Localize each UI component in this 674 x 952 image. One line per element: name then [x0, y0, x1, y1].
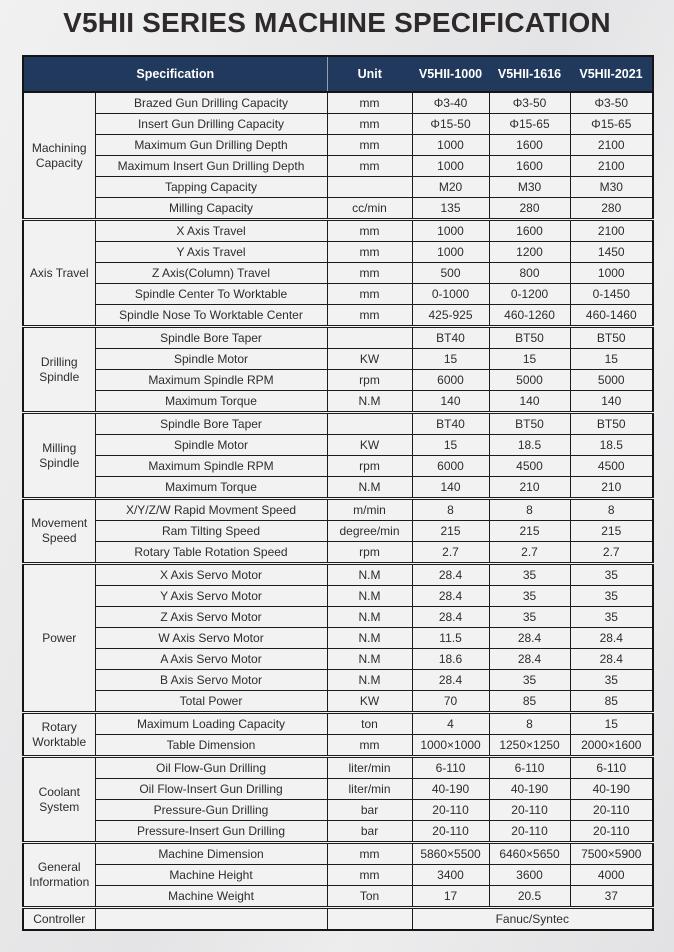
value-cell: 28.4: [412, 586, 489, 607]
header-unit: Unit: [327, 56, 412, 92]
value-cell: 140: [570, 391, 653, 413]
spec-cell: Spindle Motor: [95, 435, 327, 456]
category-cell: Power: [23, 564, 95, 713]
category-cell: Rotary Worktable: [23, 713, 95, 757]
table-row: [23, 327, 653, 349]
spec-cell: Z Axis Servo Motor: [95, 607, 327, 628]
spec-cell: Total Power: [95, 691, 327, 713]
value-cell: 35: [570, 670, 653, 691]
spec-cell: Maximum Spindle RPM: [95, 370, 327, 391]
unit-cell: mm: [327, 135, 412, 156]
value-cell: 35: [570, 586, 653, 607]
unit-cell: mm: [327, 156, 412, 177]
category-cell: Axis Travel: [23, 220, 95, 327]
spec-cell: A Axis Servo Motor: [95, 649, 327, 670]
unit-cell: degree/min: [327, 521, 412, 542]
unit-cell: liter/min: [327, 757, 412, 779]
table-row: [23, 800, 653, 821]
value-cell: Φ15-65: [570, 114, 653, 135]
value-cell: 800: [489, 263, 570, 284]
spec-cell: Maximum Torque: [95, 391, 327, 413]
spec-cell: Ram Tilting Speed: [95, 521, 327, 542]
unit-cell: KW: [327, 435, 412, 456]
unit-cell: mm: [327, 92, 412, 114]
table-row: [23, 649, 653, 670]
table-row: [23, 607, 653, 628]
spec-cell: Spindle Bore Taper: [95, 413, 327, 435]
table-row: [23, 908, 653, 931]
page-title: V5HII SERIES MACHINE SPECIFICATION: [63, 7, 611, 38]
value-cell: 215: [570, 521, 653, 542]
spec-table: [22, 55, 654, 931]
spec-cell: Spindle Nose To Worktable Center: [95, 305, 327, 327]
value-cell: 210: [489, 477, 570, 499]
value-cell: 8: [412, 499, 489, 521]
unit-cell: mm: [327, 263, 412, 284]
unit-cell: mm: [327, 865, 412, 886]
header-model-v5hii-2021: V5HII-2021: [570, 56, 653, 92]
value-cell: 2000×1600: [570, 735, 653, 757]
table-row: [23, 135, 653, 156]
value-cell: 280: [489, 198, 570, 220]
table-row: [23, 220, 653, 242]
spec-cell: Machine Height: [95, 865, 327, 886]
table-row: [23, 413, 653, 435]
value-cell: 40-190: [489, 779, 570, 800]
spec-cell: Z Axis(Column) Travel: [95, 263, 327, 284]
unit-cell: rpm: [327, 370, 412, 391]
value-cell: 70: [412, 691, 489, 713]
spec-cell: [95, 908, 327, 931]
unit-cell: liter/min: [327, 779, 412, 800]
spec-cell: X Axis Travel: [95, 220, 327, 242]
value-cell: 18.6: [412, 649, 489, 670]
table-row: [23, 865, 653, 886]
value-cell: 3400: [412, 865, 489, 886]
unit-cell: N.M: [327, 391, 412, 413]
value-cell: 18.5: [489, 435, 570, 456]
value-cell: 85: [489, 691, 570, 713]
value-cell: 28.4: [412, 607, 489, 628]
table-row: [23, 779, 653, 800]
header-row: [23, 56, 653, 92]
unit-cell: cc/min: [327, 198, 412, 220]
value-cell: 6-110: [570, 757, 653, 779]
spec-cell: X/Y/Z/W Rapid Movment Speed: [95, 499, 327, 521]
value-cell: 0-1000: [412, 284, 489, 305]
category-cell: Movement Speed: [23, 499, 95, 564]
value-cell: 6000: [412, 456, 489, 477]
spec-cell: Y Axis Servo Motor: [95, 586, 327, 607]
category-cell: Machining Capacity: [23, 92, 95, 220]
value-cell: 8: [489, 499, 570, 521]
table-row: [23, 198, 653, 220]
unit-cell: m/min: [327, 499, 412, 521]
unit-cell: N.M: [327, 607, 412, 628]
value-cell: 17: [412, 886, 489, 908]
table-row: [23, 670, 653, 691]
value-cell: 210: [570, 477, 653, 499]
value-cell: 20-110: [489, 821, 570, 843]
header-model-v5hii-1000: V5HII-1000: [412, 56, 489, 92]
value-cell: 1450: [570, 242, 653, 263]
value-cell: 1000×1000: [412, 735, 489, 757]
value-cell: 28.4: [570, 649, 653, 670]
unit-cell: rpm: [327, 542, 412, 564]
unit-cell: N.M: [327, 670, 412, 691]
value-cell: 35: [570, 607, 653, 628]
value-cell: M30: [489, 177, 570, 198]
spec-cell: Milling Capacity: [95, 198, 327, 220]
spec-cell: Spindle Bore Taper: [95, 327, 327, 349]
value-cell: 4000: [570, 865, 653, 886]
table-row: [23, 263, 653, 284]
value-cell: 6-110: [489, 757, 570, 779]
table-row: [23, 114, 653, 135]
value-cell: BT50: [489, 413, 570, 435]
value-cell: BT40: [412, 413, 489, 435]
spec-cell: Spindle Motor: [95, 349, 327, 370]
value-cell: 1000: [412, 156, 489, 177]
table-row: [23, 542, 653, 564]
value-cell: 35: [489, 564, 570, 586]
value-cell: BT50: [570, 327, 653, 349]
table-row: [23, 521, 653, 542]
table-row: [23, 284, 653, 305]
unit-cell: N.M: [327, 649, 412, 670]
value-cell: 140: [412, 477, 489, 499]
spec-cell: Maximum Spindle RPM: [95, 456, 327, 477]
unit-cell: mm: [327, 305, 412, 327]
value-cell: 5000: [570, 370, 653, 391]
spec-cell: Spindle Center To Worktable: [95, 284, 327, 305]
value-cell: 28.4: [412, 564, 489, 586]
value-cell: 28.4: [489, 649, 570, 670]
value-cell: BT50: [489, 327, 570, 349]
value-cell: 20-110: [570, 821, 653, 843]
spec-cell: Maximum Insert Gun Drilling Depth: [95, 156, 327, 177]
unit-cell: mm: [327, 220, 412, 242]
unit-cell: [327, 327, 412, 349]
value-cell: 1000: [570, 263, 653, 284]
spec-cell: W Axis Servo Motor: [95, 628, 327, 649]
value-cell: 1000: [412, 135, 489, 156]
category-cell: Controller: [23, 908, 95, 931]
value-cell: 85: [570, 691, 653, 713]
value-cell: 35: [489, 586, 570, 607]
value-cell: 20-110: [412, 821, 489, 843]
value-cell: 280: [570, 198, 653, 220]
value-cell: 20-110: [489, 800, 570, 821]
unit-cell: N.M: [327, 586, 412, 607]
spec-cell: Insert Gun Drilling Capacity: [95, 114, 327, 135]
value-cell: Φ15-65: [489, 114, 570, 135]
value-cell: 3600: [489, 865, 570, 886]
spec-cell: Oil Flow-Gun Drilling: [95, 757, 327, 779]
spec-cell: Table Dimension: [95, 735, 327, 757]
value-cell: 1000: [412, 242, 489, 263]
table-row: [23, 757, 653, 779]
value-cell: 40-190: [412, 779, 489, 800]
value-cell: Φ3-40: [412, 92, 489, 114]
table-row: [23, 242, 653, 263]
value-cell: M30: [570, 177, 653, 198]
value-cell: 2.7: [412, 542, 489, 564]
table-row: [23, 92, 653, 114]
header-specification: Specification: [23, 56, 327, 92]
value-cell: 8: [570, 499, 653, 521]
value-cell: 0-1200: [489, 284, 570, 305]
value-cell: 0-1450: [570, 284, 653, 305]
value-cell: Φ3-50: [489, 92, 570, 114]
spec-cell: Rotary Table Rotation Speed: [95, 542, 327, 564]
spec-table-body: [23, 92, 653, 930]
table-row: [23, 477, 653, 499]
value-cell: 5860×5500: [412, 843, 489, 865]
table-row: [23, 349, 653, 370]
unit-cell: mm: [327, 284, 412, 305]
table-row: [23, 586, 653, 607]
table-row: [23, 456, 653, 477]
value-cell: 37: [570, 886, 653, 908]
value-cell: 1600: [489, 135, 570, 156]
value-cell: 28.4: [570, 628, 653, 649]
value-cell: 15: [412, 435, 489, 456]
value-cell: 425-925: [412, 305, 489, 327]
value-cell: 2100: [570, 220, 653, 242]
table-row: [23, 735, 653, 757]
value-cell: BT40: [412, 327, 489, 349]
table-row: [23, 156, 653, 177]
unit-cell: N.M: [327, 564, 412, 586]
value-cell: 6000: [412, 370, 489, 391]
value-cell: 215: [489, 521, 570, 542]
value-cell: 28.4: [489, 628, 570, 649]
table-row: [23, 713, 653, 735]
value-cell: 460-1460: [570, 305, 653, 327]
unit-cell: bar: [327, 821, 412, 843]
value-cell: BT50: [570, 413, 653, 435]
spec-cell: Brazed Gun Drilling Capacity: [95, 92, 327, 114]
unit-cell: ton: [327, 713, 412, 735]
unit-cell: Ton: [327, 886, 412, 908]
unit-cell: N.M: [327, 628, 412, 649]
value-cell: 1000: [412, 220, 489, 242]
value-cell: 2.7: [570, 542, 653, 564]
unit-cell: KW: [327, 349, 412, 370]
table-row: [23, 391, 653, 413]
category-cell: Drilling Spindle: [23, 327, 95, 413]
value-cell: 140: [489, 391, 570, 413]
value-cell: 7500×5900: [570, 843, 653, 865]
spec-cell: Pressure-Insert Gun Drilling: [95, 821, 327, 843]
spec-cell: Maximum Torque: [95, 477, 327, 499]
value-cell: 1200: [489, 242, 570, 263]
value-cell: 35: [489, 670, 570, 691]
value-cell: Φ15-50: [412, 114, 489, 135]
value-cell: 20.5: [489, 886, 570, 908]
spec-cell: Machine Dimension: [95, 843, 327, 865]
value-cell: 2100: [570, 135, 653, 156]
spec-cell: Maximum Gun Drilling Depth: [95, 135, 327, 156]
unit-cell: rpm: [327, 456, 412, 477]
unit-cell: mm: [327, 242, 412, 263]
value-cell: 11.5: [412, 628, 489, 649]
table-row: [23, 435, 653, 456]
spec-cell: Machine Weight: [95, 886, 327, 908]
table-row: [23, 177, 653, 198]
table-row: [23, 691, 653, 713]
category-cell: General Information: [23, 843, 95, 908]
table-row: [23, 886, 653, 908]
unit-cell: mm: [327, 843, 412, 865]
value-cell: 1600: [489, 156, 570, 177]
value-cell: 2.7: [489, 542, 570, 564]
value-cell: 4500: [489, 456, 570, 477]
unit-cell: [327, 177, 412, 198]
value-cell: 35: [570, 564, 653, 586]
spec-cell: Pressure-Gun Drilling: [95, 800, 327, 821]
value-cell: 135: [412, 198, 489, 220]
spec-cell: Oil Flow-Insert Gun Drilling: [95, 779, 327, 800]
value-cell: 460-1260: [489, 305, 570, 327]
unit-cell: bar: [327, 800, 412, 821]
category-cell: Milling Spindle: [23, 413, 95, 499]
value-cell: 35: [489, 607, 570, 628]
header-model-v5hii-1616: V5HII-1616: [489, 56, 570, 92]
spec-cell: Tapping Capacity: [95, 177, 327, 198]
unit-cell: mm: [327, 735, 412, 757]
spec-cell: X Axis Servo Motor: [95, 564, 327, 586]
value-cell: 6-110: [412, 757, 489, 779]
value-cell: 8: [489, 713, 570, 735]
value-cell: 18.5: [570, 435, 653, 456]
value-cell: 2100: [570, 156, 653, 177]
merged-value-cell: Fanuc/Syntec: [412, 908, 653, 931]
value-cell: 140: [412, 391, 489, 413]
value-cell: 15: [570, 349, 653, 370]
value-cell: 15: [412, 349, 489, 370]
table-row: [23, 821, 653, 843]
unit-cell: KW: [327, 691, 412, 713]
value-cell: 1250×1250: [489, 735, 570, 757]
value-cell: M20: [412, 177, 489, 198]
value-cell: Φ3-50: [570, 92, 653, 114]
value-cell: 20-110: [570, 800, 653, 821]
value-cell: 20-110: [412, 800, 489, 821]
value-cell: 28.4: [412, 670, 489, 691]
spec-cell: Y Axis Travel: [95, 242, 327, 263]
unit-cell: mm: [327, 114, 412, 135]
category-cell: Coolant System: [23, 757, 95, 843]
table-row: [23, 843, 653, 865]
table-row: [23, 499, 653, 521]
value-cell: 5000: [489, 370, 570, 391]
value-cell: 1600: [489, 220, 570, 242]
value-cell: 15: [489, 349, 570, 370]
value-cell: 4: [412, 713, 489, 735]
table-row: [23, 628, 653, 649]
value-cell: 215: [412, 521, 489, 542]
spec-cell: B Axis Servo Motor: [95, 670, 327, 691]
value-cell: 40-190: [570, 779, 653, 800]
value-cell: 15: [570, 713, 653, 735]
table-row: [23, 305, 653, 327]
unit-cell: N.M: [327, 477, 412, 499]
spec-cell: Maximum Loading Capacity: [95, 713, 327, 735]
spec-table-header: [23, 56, 653, 92]
table-row: [23, 370, 653, 391]
unit-cell: [327, 413, 412, 435]
table-row: [23, 564, 653, 586]
value-cell: 4500: [570, 456, 653, 477]
value-cell: 500: [412, 263, 489, 284]
value-cell: 6460×5650: [489, 843, 570, 865]
unit-cell: [327, 908, 412, 931]
